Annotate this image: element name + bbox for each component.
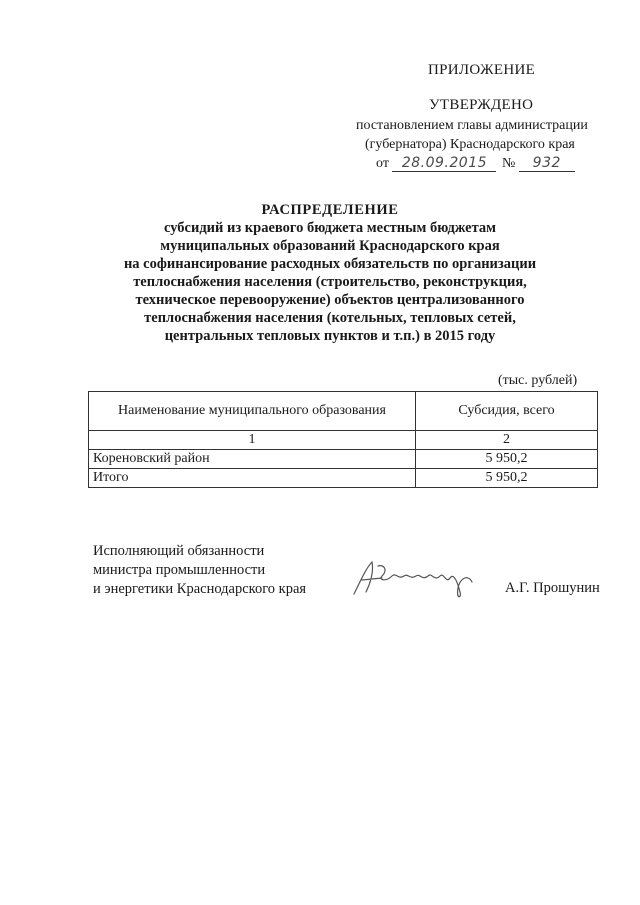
table-total-row — [89, 469, 598, 488]
title-line-3: на софинансирование расходных обязательств по организации — [123, 256, 537, 272]
table-row — [89, 450, 598, 469]
municipality-name: Кореновский район — [89, 450, 416, 469]
approved-label: УТВЕРЖДЕНО — [429, 97, 534, 113]
total-value: 5 950,2 — [416, 469, 598, 488]
title-line-6: теплоснабжения населения (котельных, тепловых сетей, — [144, 310, 516, 326]
header-subsidy: Субсидия, всего — [416, 392, 598, 431]
title-line-5: техническое перевооружение) объектов централизованного — [135, 292, 525, 308]
signatory-name: А.Г. Прошунин — [505, 580, 600, 596]
title-line-4: теплоснабжения населения (строительство, реконструкция, — [133, 274, 527, 290]
approved-by-line-2: (губернатора) Краснодарского края — [365, 137, 575, 152]
approval-date-number-line — [376, 154, 575, 173]
approval-number: 932 — [519, 156, 575, 172]
position-line-3: и энергетики Краснодарского края — [93, 581, 307, 597]
title-line-2: муниципальных образований Краснодарского края — [160, 238, 500, 254]
title-line-7: центральных тепловых пунктов и т.п.) в 2015 году — [164, 328, 496, 344]
position-line-1: Исполняющий обязанности — [93, 543, 265, 559]
number-prefix: № — [501, 156, 516, 171]
appendix-label: ПРИЛОЖЕНИЕ — [428, 62, 536, 78]
title-line-1: субсидий из краевого бюджета местным бюджетам — [163, 220, 497, 236]
total-label: Итого — [89, 469, 416, 488]
subsidy-table — [88, 391, 598, 488]
date-prefix: от — [376, 156, 389, 171]
handwritten-signature — [348, 554, 488, 602]
table-unit-note: (тыс. рублей) — [498, 373, 578, 388]
approval-date: 28.09.2015 — [392, 156, 496, 172]
table-column-number-row — [89, 431, 598, 450]
column-number-2: 2 — [416, 431, 598, 450]
position-line-2: министра промышленности — [93, 562, 266, 578]
approved-by-line-1: постановлением главы администрации — [356, 118, 588, 133]
column-number-1: 1 — [89, 431, 416, 450]
header-municipality: Наименование муниципального образования — [89, 392, 416, 431]
table-header-row — [89, 392, 598, 431]
signatory-position — [93, 542, 306, 599]
title-main: РАСПРЕДЕЛЕНИЕ — [261, 202, 399, 218]
subsidy-value: 5 950,2 — [416, 450, 598, 469]
document-title — [40, 201, 620, 345]
